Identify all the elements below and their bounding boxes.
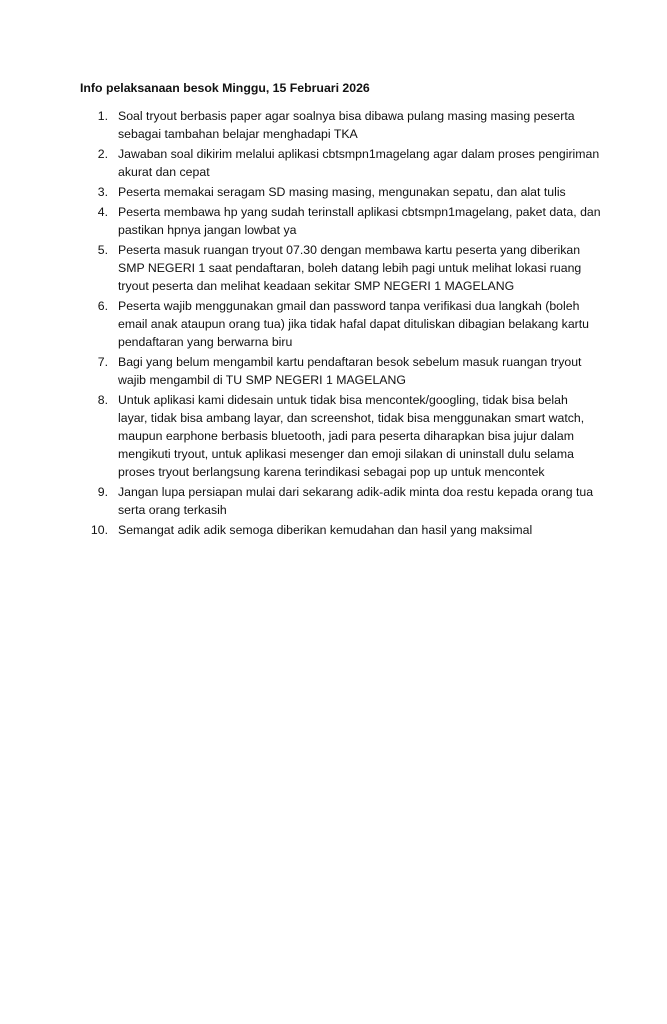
list-item (80, 241, 600, 295)
list-item-number: 2. (97, 147, 108, 161)
list-item-text-line: Peserta membawa hp yang sudah terinstall aplikasi cbtsmpn1magelang, paket data, dan (118, 205, 601, 219)
list-item-text-line: Jangan lupa persiapan mulai dari sekarang adik-adik minta doa restu kepada orang tua (118, 485, 594, 499)
list-item-text-line: proses tryout berlangsung karena terindikasi sebagai pop up untuk mencontek (118, 465, 545, 479)
list-item-number: 1. (97, 109, 108, 123)
list-item (80, 521, 600, 539)
list-item-text-line: SMP NEGERI 1 saat pendaftaran, boleh datang lebih pagi untuk melihat lokasi ruang (118, 261, 582, 275)
list-item-text-line: sebagai tambahan belajar menghadapi TKA (118, 127, 358, 141)
list-item (80, 183, 600, 201)
list-item-text-line: mengikuti tryout, untuk aplikasi mesenger dan emoji silakan di uninstall dulu selama (118, 447, 574, 461)
list-item (80, 483, 600, 519)
list-item-number: 8. (97, 393, 108, 407)
list-item (80, 353, 600, 389)
list-item (80, 203, 600, 239)
list-item-text-line: Bagi yang belum mengambil kartu pendaftaran besok sebelum masuk ruangan tryout (118, 355, 582, 369)
list-item-number: 10. (90, 523, 108, 537)
list-item-text-line: pendaftaran yang berwarna biru (118, 335, 293, 349)
list-item-number: 5. (97, 243, 108, 257)
list-item-number: 3. (97, 185, 108, 199)
list-item-text-line: pastikan hpnya jangan lowbat ya (118, 223, 297, 237)
list-item-number: 4. (97, 205, 108, 219)
list-item-number: 7. (97, 355, 108, 369)
list-item-text-line: Peserta memakai seragam SD masing masing, mengunakan sepatu, dan alat tulis (118, 185, 566, 199)
document-heading: Info pelaksanaan besok Minggu, 15 Februari 2026 (80, 81, 370, 95)
list-item-text-line: layar, tidak bisa ambang layar, dan screenshot, tidak bisa menggunakan smart watch, (118, 411, 585, 425)
list-item (80, 145, 600, 181)
list-item-text-line: Peserta wajib menggunakan gmail dan password tanpa verifikasi dua langkah (boleh (118, 299, 580, 313)
list-item-text-line: Jawaban soal dikirim melalui aplikasi cbtsmpn1magelang agar dalam proses pengiriman (118, 147, 600, 161)
list-item-text-line: akurat dan cepat (118, 165, 210, 179)
list-item-text-line: tryout peserta dan melihat keadaan sekitar SMP NEGERI 1 MAGELANG (118, 279, 515, 293)
list-item-text-line: Untuk aplikasi kami didesain untuk tidak bisa mencontek/googling, tidak bisa belah (118, 393, 568, 407)
list-item-text-line: Peserta masuk ruangan tryout 07.30 dengan membawa kartu peserta yang diberikan (118, 243, 581, 257)
list-item-number: 6. (97, 299, 108, 313)
numbered-list (80, 107, 600, 541)
list-item-number: 9. (97, 485, 108, 499)
list-item-text-line: Soal tryout berbasis paper agar soalnya bisa dibawa pulang masing masing peserta (118, 109, 575, 123)
list-item-text-line: serta orang terkasih (118, 503, 227, 517)
list-item-text-line: wajib mengambil di TU SMP NEGERI 1 MAGELANG (118, 373, 406, 387)
list-item (80, 391, 600, 481)
list-item-text-line: maupun earphone berbasis bluetooth, jadi para peserta diharapkan bisa jujur dalam (118, 429, 574, 443)
list-item-text-line: email anak ataupun orang tua) jika tidak hafal dapat dituliskan dibagian belakang kartu (118, 317, 590, 331)
list-item-text-line: Semangat adik adik semoga diberikan kemudahan dan hasil yang maksimal (118, 523, 533, 537)
list-item (80, 107, 600, 143)
list-item (80, 297, 600, 351)
